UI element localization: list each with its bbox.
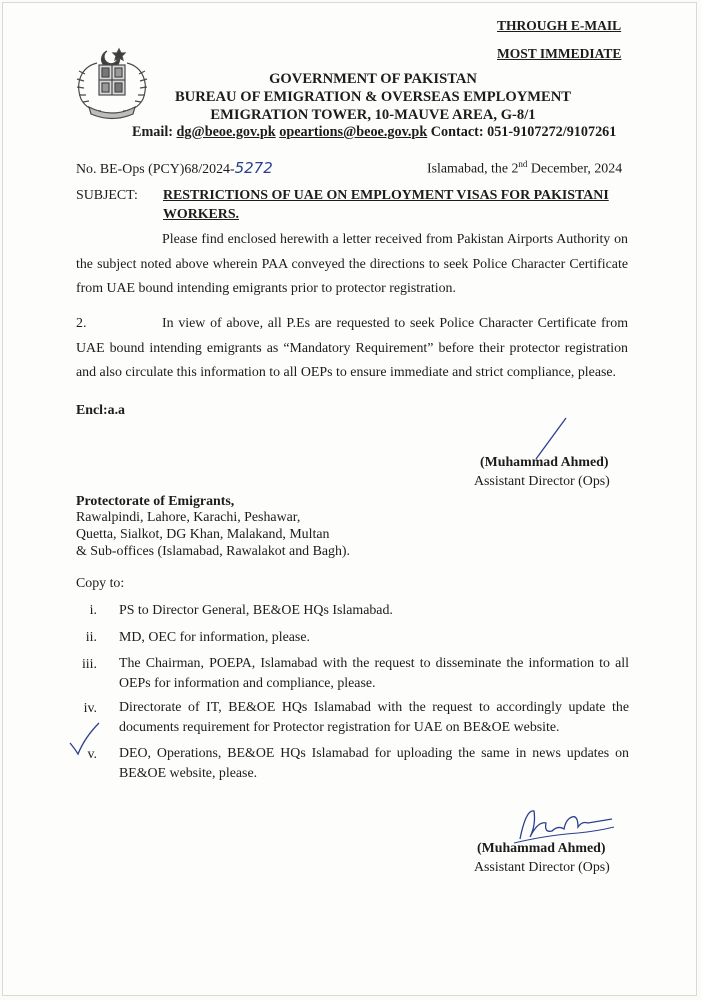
subject-label: SUBJECT: — [76, 188, 138, 203]
reference-prefix: No. BE-Ops (PCY)68/2024- — [76, 162, 235, 177]
addressee-line-1: Rawalpindi, Lahore, Karachi, Peshawar, — [76, 510, 301, 525]
paragraph-2-number: 2. — [76, 316, 87, 331]
copy-item-number: i. — [89, 603, 97, 618]
date-prefix: Islamabad, the 2 — [427, 161, 519, 177]
date-ordinal: nd — [518, 159, 528, 169]
body-paragraph-1: Please find enclosed herewith a letter received from Pakistan Airports Authority on the subject noted above wherein PAA conveyed the directions to seek Police Character Certificate from UAE bound intending emigrants prior to protector registration. — [76, 232, 628, 296]
copy-item-number: ii. — [85, 630, 97, 645]
reference-number — [76, 159, 273, 178]
body-paragraph-2: In view of above, all P.Es are requested to seek Police Character Certificate from UAE bound intending emigrants as “Mandatory Requirement” before their protector registration and also circulate this information to all OEPs to ensure immediate and strict compliance, please. — [76, 316, 628, 380]
header-contact-line — [132, 124, 616, 141]
enclosure-note: Encl:a.a — [76, 403, 126, 418]
checkmark-icon — [67, 721, 103, 757]
copy-item-number: iii. — [81, 657, 97, 672]
signatory-name-1: (Muhammad Ahmed) — [480, 455, 609, 470]
header-line-government: GOVERNMENT OF PAKISTAN — [269, 71, 477, 87]
copy-item-number: iv. — [83, 701, 97, 716]
email-label: Email: — [132, 124, 173, 140]
handwritten-dispatch-number: 5272 — [234, 159, 273, 177]
addressee-title: Protectorate of Emigrants, — [76, 494, 235, 509]
addressee-line-3: & Sub-offices (Islamabad, Rawalakot and Bagh). — [76, 544, 351, 559]
signatory-title-1: Assistant Director (Ops) — [474, 474, 610, 489]
subject-line-1: RESTRICTIONS OF UAE ON EMPLOYMENT VISAS FOR PAKISTANI — [163, 188, 609, 203]
copy-item-number: v. — [87, 747, 97, 762]
contact-numbers: Contact: 051-9107272/9107261 — [430, 124, 617, 140]
header-line-bureau: BUREAU OF EMIGRATION & OVERSEAS EMPLOYMENT — [174, 89, 572, 105]
signatory-name-2: (Muhammad Ahmed) — [477, 841, 606, 856]
place-and-date — [427, 159, 622, 178]
header-line-address: EMIGRATION TOWER, 10-MAUVE AREA, G-8/1 — [210, 107, 536, 123]
email-link-dg[interactable]: dg@beoe.gov.pk — [176, 124, 276, 140]
signatory-title-2: Assistant Director (Ops) — [474, 860, 610, 875]
copy-to-label: Copy to: — [76, 576, 125, 591]
letter-page — [2, 2, 697, 996]
email-link-operations[interactable]: opeartions@beoe.gov.pk — [279, 124, 428, 140]
copy-item-text: The Chairman, POEPA, Islamabad with the request to disseminate the information to all OEPs for information and compliance, please. — [119, 656, 629, 691]
through-email-flag: THROUGH E-MAIL — [497, 18, 622, 33]
copy-item-text: DEO, Operations, BE&OE HQs Islamabad for uploading the same in news updates on BE&OE website, please. — [119, 746, 629, 781]
addressee-line-2: Quetta, Sialkot, DG Khan, Malakand, Multan — [76, 527, 330, 542]
most-immediate-flag: MOST IMMEDIATE — [497, 46, 622, 61]
date-suffix: December, 2024 — [527, 161, 623, 177]
copy-item-text: Directorate of IT, BE&OE HQs Islamabad with the request to accordingly update the documents requirement for Protector registration for UAE on BE&OE website. — [119, 700, 629, 735]
subject-line-2: WORKERS. — [163, 207, 240, 222]
copy-item-text: MD, OEC for information, please. — [119, 630, 310, 645]
copy-item-text: PS to Director General, BE&OE HQs Islamabad. — [119, 603, 393, 618]
